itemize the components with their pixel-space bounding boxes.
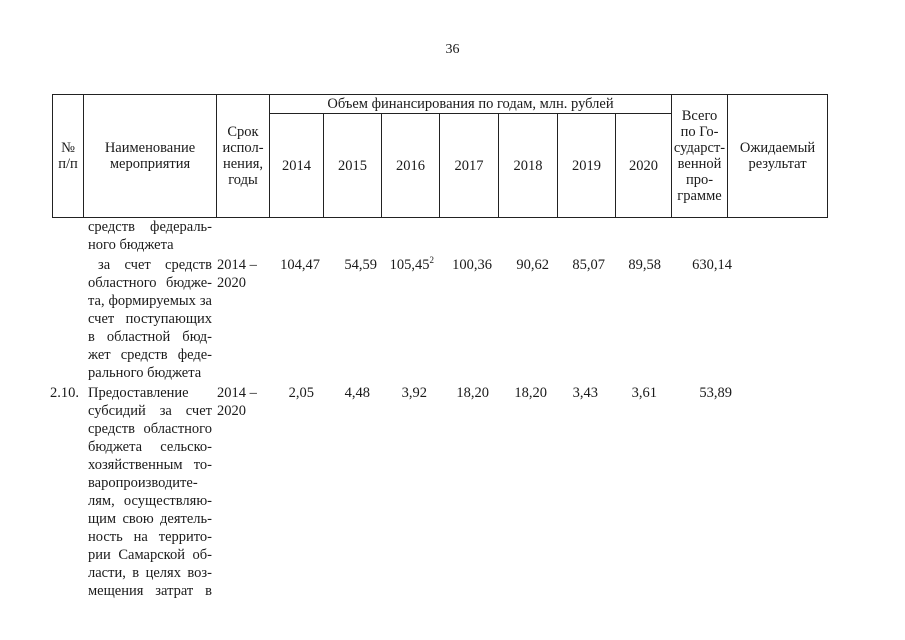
value-2014: 104,47 xyxy=(280,257,320,273)
row-number: 2.10. xyxy=(50,385,79,401)
value-2020: 3,61 xyxy=(631,385,657,401)
header-total: Всего по Го- сударст- венной про- грамме xyxy=(672,95,728,218)
header-name: Наименование мероприятия xyxy=(84,95,217,218)
value-2014: 2,05 xyxy=(288,385,314,401)
value-2015: 54,59 xyxy=(344,257,377,273)
table-header xyxy=(52,94,828,218)
row-term: 2014 – 2020 xyxy=(217,257,257,291)
header-year-2015: 2015 xyxy=(324,114,382,218)
page-number: 36 xyxy=(445,42,460,57)
footnote-mark: 2 xyxy=(429,255,434,266)
header-year-2017: 2017 xyxy=(440,114,499,218)
header-number: № п/п xyxy=(53,95,84,218)
value-2016: 3,92 xyxy=(401,385,427,401)
value-2019: 3,43 xyxy=(572,385,598,401)
value-2019: 85,07 xyxy=(572,257,605,273)
value-2018: 90,62 xyxy=(516,257,549,273)
row-name: за счет средств xyxy=(98,257,212,273)
value-2016: 105,45$^2$ xyxy=(389,255,434,273)
value-total: 630,14 xyxy=(692,257,732,273)
value-2015: 4,48 xyxy=(344,385,370,401)
value-2020: 89,58 xyxy=(628,257,661,273)
header-year-2019: 2019 xyxy=(558,114,616,218)
header-year-2020: 2020 xyxy=(616,114,672,218)
value-2017: 18,20 xyxy=(456,385,489,401)
row-term: 2014 – 2020 xyxy=(217,385,257,419)
header-term: Срок испол- нения, годы xyxy=(217,95,270,218)
header-year-2016: 2016 xyxy=(382,114,440,218)
value-2018: 18,20 xyxy=(514,385,547,401)
header-funding-group: Объем финансирования по годам, млн. рублей xyxy=(270,95,672,114)
header-result: Ожидаемый результат xyxy=(728,95,828,218)
value-total: 53,89 xyxy=(699,385,732,401)
row-name: Предоставление субсидий за счет средств областного бюджета сельско- хозяйственным то- варопроизводите- лям, осуществляю- щим свою деятель- ность на террито- рии Самарской об- ласти, в целях воз- мещения затрат в xyxy=(88,385,212,599)
row-name-continued: областного бюдже- та, формируемых за счет поступающих в областной бюд- жет средств феде- рального бюджета xyxy=(88,275,212,381)
row-name: средств федераль- ного бюджета xyxy=(88,219,212,253)
value-2017: 100,36 xyxy=(452,257,492,273)
header-year-2014: 2014 xyxy=(270,114,324,218)
header-year-2018: 2018 xyxy=(499,114,558,218)
